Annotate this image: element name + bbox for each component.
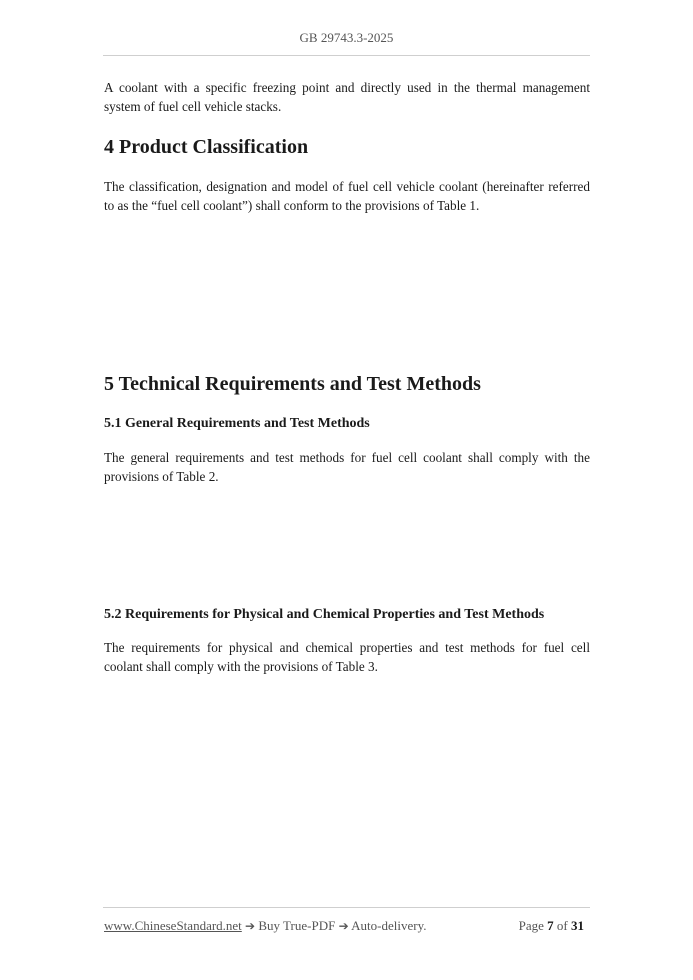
footer-promo: [104, 918, 427, 934]
page-number: [519, 918, 584, 934]
subsection-5-2-paragraph: The requirements for physical and chemical properties and test methods for fuel cell coolant shall comply with the provisions of Table 3.: [104, 640, 590, 674]
section-4-heading: 4 Product Classification: [104, 136, 309, 158]
coolant-definition-paragraph: A coolant with a specific freezing point and directly used in the thermal management system of fuel cell vehicle stacks.: [104, 80, 590, 114]
footer-buy-text: Buy True-PDF: [258, 918, 336, 933]
page-current: 7: [547, 918, 554, 933]
page-of-label: of: [556, 918, 568, 933]
subsection-5-2-heading: 5.2 Requirements for Physical and Chemical Properties and Test Methods: [104, 607, 545, 622]
section-4-paragraph: The classification, designation and model of fuel cell vehicle coolant (hereinafter referred to as the “fuel cell coolant”) shall conform to the provisions of Table 1.: [104, 179, 590, 213]
subsection-5-1-paragraph: The general requirements and test methods for fuel cell coolant shall comply with the provisions of Table 2.: [104, 450, 590, 484]
header-divider: [103, 55, 590, 56]
section-5-heading: 5 Technical Requirements and Test Methods: [104, 373, 481, 395]
subsection-5-1-heading: 5.1 General Requirements and Test Methods: [104, 416, 370, 431]
page-total: 31: [571, 918, 584, 933]
footer-divider: [103, 907, 590, 908]
page-label: Page: [518, 918, 544, 933]
page-header-standard-code: GB 29743.3-2025: [299, 30, 394, 45]
arrow-right-icon: ➔: [338, 919, 349, 933]
footer-site-link[interactable]: www.ChineseStandard.net: [104, 918, 242, 933]
footer-delivery-text: Auto-delivery.: [351, 918, 427, 933]
arrow-right-icon: ➔: [245, 919, 256, 933]
